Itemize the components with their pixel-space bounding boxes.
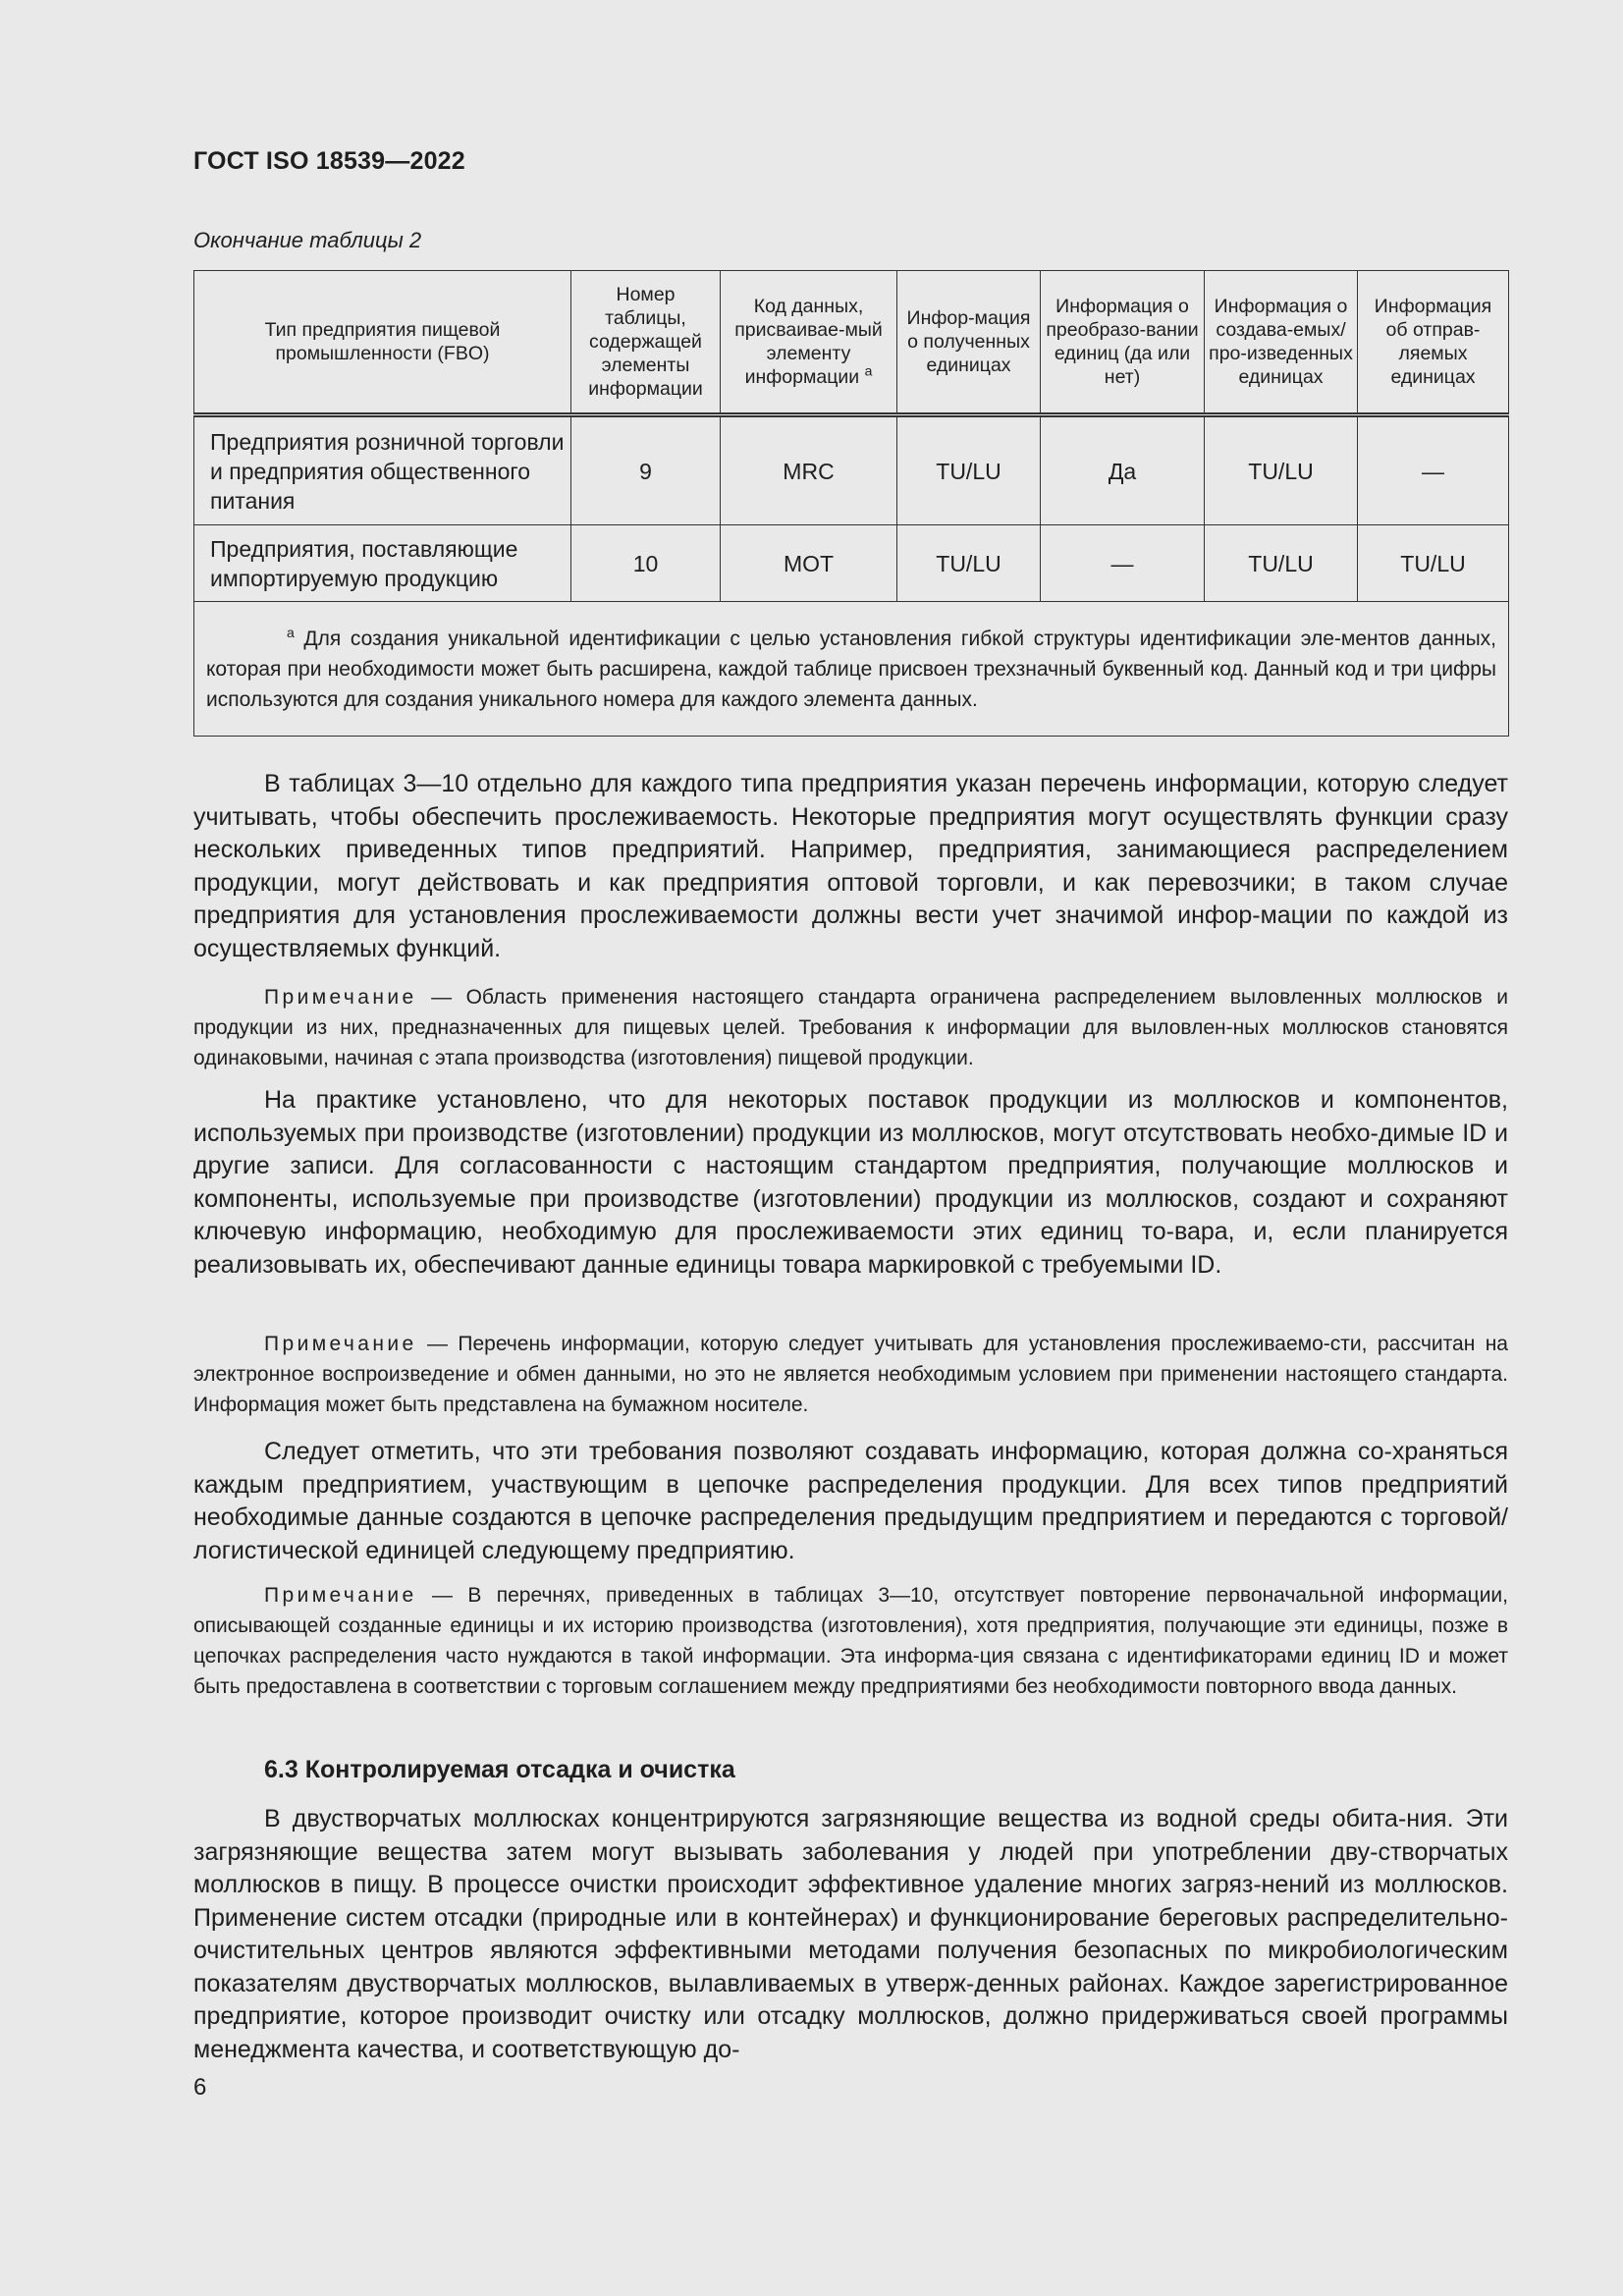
column-header-created-info: Информация о создава-емых/про-изведенных единицах (1205, 271, 1358, 415)
cell-created-info: TU/LU (1205, 525, 1358, 602)
note-label: Примечание (264, 1333, 417, 1355)
cell-sent-info: TU/LU (1358, 525, 1509, 602)
cell-table-number: 10 (571, 525, 721, 602)
cell-transform-info: — (1041, 525, 1205, 602)
body-paragraph: Следует отметить, что эти требования позволяют создавать информацию, которая должна со-храняться каждым предприятием, участвующим в цепочке распределения продукции. Для всех типов предприятий необходимые данные создаются в цепочке распределения предыдущим предприятием и передаются с торговой/логистической единицей следующему предприятию. (193, 1438, 1508, 1564)
column-header-fbo-type: Тип предприятия пищевой промышленности (FBO) (194, 271, 571, 415)
note-paragraph (193, 1580, 1508, 1702)
body-paragraph-4-block (193, 1803, 1508, 2066)
note-3-block (193, 1580, 1508, 1702)
page-number: 6 (193, 2074, 207, 2101)
note-text: — В перечнях, приведенных в таблицах 3—10, отсутствует повторение первоначальной информации, описывающей созданные единицы и их историю производства (изготовления), хотя предприятия, получающие эти единицы, позже в цепочках распределения часто нуждаются в такой информации. Эта информа-ция связана с идентификаторами единиц ID и может быть предоставлена в соответствии с торговым соглашением между предприятиями без необходимости повторного ввода данных. (193, 1584, 1508, 1698)
table-footnote (194, 602, 1509, 737)
table-row (194, 525, 1509, 602)
footnote-text: Для создания уникальной идентификации с целью установления гибкой структуры идентификации эле-ментов данных, которая при необходимости может быть расширена, каждой таблице присвоен трехзначный буквенный код. Данный код и три цифры используются для создания уникального номера для каждого элемента данных. (206, 627, 1496, 711)
body-paragraph-2-block (193, 1084, 1508, 1282)
body-paragraph: На практике установлено, что для некоторых поставок продукции из моллюсков и компонентов, используемых при производстве (изготовлении) продукции из моллюсков, могут отсутствовать необхо-димые ID и другие записи. Для согласованности с настоящим стандартом предприятия, получающие моллюсков и компоненты, используемые при производстве (изготовлении) продукции из моллюсков, создают и сохраняют ключевую информацию, необходимую для прослеживаемости этих единиц то-вара, и, если планируется реализовывать их, обеспечивают данные единицы товара маркировкой с требуемыми ID. (193, 1086, 1508, 1279)
footnote-marker: a (287, 624, 295, 640)
table-footnote-row (194, 602, 1509, 737)
data-table (193, 270, 1509, 737)
cell-sent-info: — (1358, 415, 1509, 525)
cell-received-info: TU/LU (897, 525, 1041, 602)
note-label: Примечание (264, 1584, 417, 1607)
body-paragraph-1-block (193, 768, 1508, 965)
cell-data-code: MOT (721, 525, 897, 602)
column-header-table-number: Номер таблицы, содержащей элементы информации (571, 271, 721, 415)
cell-fbo-type: Предприятия розничной торговли и предприятия общественного питания (194, 415, 571, 525)
column-header-sent-info: Информация об отправ-ляемых единицах (1358, 271, 1509, 415)
body-paragraph: В таблицах 3—10 отдельно для каждого типа предприятия указан перечень информации, которую следует учитывать, чтобы обеспечить прослеживаемость. Некоторые предприятия могут осуществлять функции сразу нескольких приведенных типов предприятий. Например, предприятия, занимающиеся распределением продукции, могут действовать и как предприятия оптовой торговли, и как перевозчики; в таком случае предприятия для установления прослеживаемости должны вести учет значимой инфор-мации по каждой из осуществляемых функций. (193, 770, 1508, 962)
column-header-transform-info: Информация о преобразо-вании единиц (да или нет) (1041, 271, 1205, 415)
cell-table-number: 9 (571, 415, 721, 525)
cell-received-info: TU/LU (897, 415, 1041, 525)
body-paragraph: В двустворчатых моллюсках концентрируются загрязняющие вещества из водной среды обита-ния. Эти загрязняющие вещества затем могут вызывать заболевания у людей при употреблении дву-створчатых моллюсков в пищу. В процессе очистки происходит эффективное удаление многих загряз-нений из моллюсков. Применение систем отсадки (природные или в контейнерах) и функционирование береговых распределительно-очистительных центров являются эффективными методами получения безопасных по микробиологическим показателям двустворчатых моллюсков, вылавливаемых в утверж-денных районах. Каждое зарегистрированное предприятие, которое производит очистку или отсадку моллюсков, должно придерживаться своей программы менеджмента качества, и соответствующую до- (193, 1805, 1508, 2063)
column-header-data-code: Код данных, присваивае-мый элементу информации $^a$ (721, 271, 897, 415)
cell-data-code: MRC (721, 415, 897, 525)
table-header-row (194, 271, 1509, 415)
note-text: — Перечень информации, которую следует учитывать для установления прослеживаемо-сти, рассчитан на электронное воспроизведение и обмен данными, но это не является необходимым условием при применении настоящего стандарта. Информация может быть представлена на бумажном носителе. (193, 1333, 1508, 1416)
table-row (194, 415, 1509, 525)
cell-fbo-type: Предприятия, поставляющие импортируемую продукцию (194, 525, 571, 602)
document-header-title: ГОСТ ISO 18539—2022 (193, 147, 465, 175)
section-heading: 6.3 Контролируемая отсадка и очистка (264, 1756, 735, 1783)
body-paragraph-3-block (193, 1436, 1508, 1567)
note-1-block (193, 982, 1508, 1073)
note-text: — Область применения настоящего стандарта ограничена распределением выловленных моллюсков и продукции из них, предназначенных для пищевых целей. Требования к информации для выловлен-ных моллюсков становятся одинаковыми, начиная с этапа производства (изготовления) пищевой продукции. (193, 986, 1508, 1069)
note-label: Примечание (264, 986, 417, 1009)
cell-created-info: TU/LU (1205, 415, 1358, 525)
note-paragraph (193, 1329, 1508, 1420)
column-header-received-info: Инфор-мация о полученных единицах (897, 271, 1041, 415)
note-paragraph (193, 982, 1508, 1073)
table-caption: Окончание таблицы 2 (193, 228, 422, 252)
note-2-block (193, 1329, 1508, 1420)
footnote-marker: a (864, 362, 873, 379)
cell-transform-info: Да (1041, 415, 1205, 525)
